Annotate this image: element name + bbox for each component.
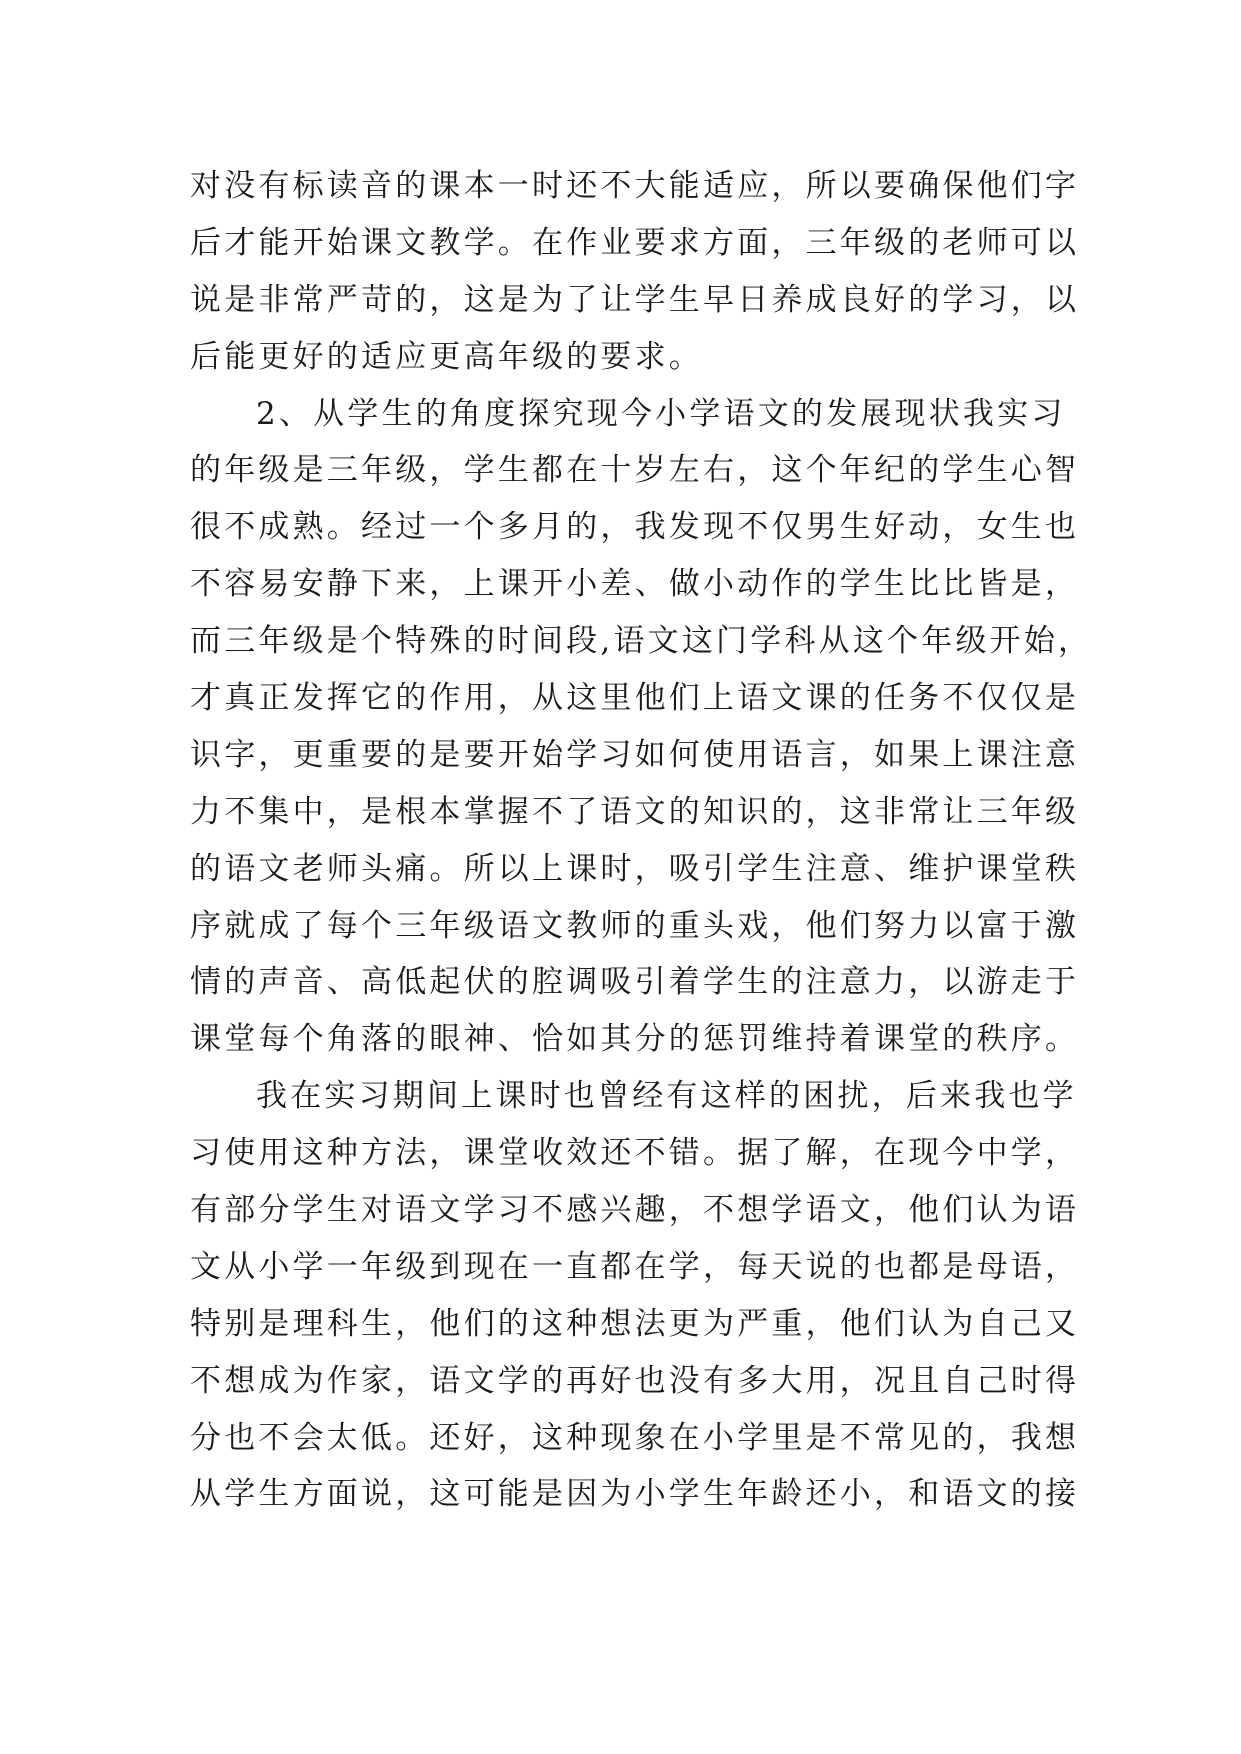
text-line: 有部分学生对语文学习不感兴趣，不想学语文，他们认为语 [190,1192,1080,1229]
text-line: 对没有标读音的课本一时还不大能适应，所以要确保他们字 [190,168,1080,204]
text-line: 后才能开始课文教学。在作业要求方面，三年级的老师可以 [190,224,1080,261]
text-line: 文从小学一年级到现在一直都在学，每天说的也都是母语， [190,1248,1080,1285]
text-line: 后能更好的适应更高年级的要求。 [190,338,703,375]
text-line: 的语文老师头痛。所以上课时，吸引学生注意、维护课堂秩 [190,850,1080,887]
paragraph-start-line: 2、从学生的角度探究现今小学语文的发展现状我实习 [256,395,1066,432]
paragraph-start-line: 我在实习期间上课时也曾经有这样的困扰，后来我也学 [256,1078,1077,1115]
text-line: 力不集中，是根本掌握不了语文的知识的，这非常让三年级 [190,793,1080,830]
text-line: 很不成熟。经过一个多月的，我发现不仅男生好动，女生也 [190,509,1080,546]
text-line: 特别是理科生，他们的这种想法更为严重，他们认为自己又 [190,1305,1080,1342]
text-line: 说是非常严苛的，这是为了让学生早日养成良好的学习，以 [190,281,1080,318]
text-line: 分也不会太低。还好，这种现象在小学里是不常见的，我想 [190,1419,1080,1456]
text-line: 不容易安静下来，上课开小差、做小动作的学生比比皆是， [190,566,1080,603]
text-line: 情的声音、高低起伏的腔调吸引着学生的注意力，以游走于 [190,964,1080,1001]
text-line: 序就成了每个三年级语文教师的重头戏，他们努力以富于激 [190,907,1080,944]
text-line: 课堂每个角落的眼神、恰如其分的惩罚维持着课堂的秩序。 [190,1021,1080,1058]
text-line: 习使用这种方法，课堂收效还不错。据了解，在现今中学， [190,1135,1080,1172]
text-line: 识字，更重要的是要开始学习如何使用语言，如果上课注意 [190,736,1080,773]
text-line: 才真正发挥它的作用，从这里他们上语文课的任务不仅仅是 [190,680,1080,717]
body-text [190,158,1093,1523]
text-line: 而三年级是个特殊的时间段,语文这门学科从这个年级开始， [190,623,1093,660]
text-line: 的年级是三年级，学生都在十岁左右，这个年纪的学生心智 [190,452,1080,489]
text-line: 从学生方面说，这可能是因为小学生年龄还小，和语文的接 [190,1476,1080,1513]
text-line: 不想成为作家，语文学的再好也没有多大用，况且自己时得 [190,1362,1080,1399]
